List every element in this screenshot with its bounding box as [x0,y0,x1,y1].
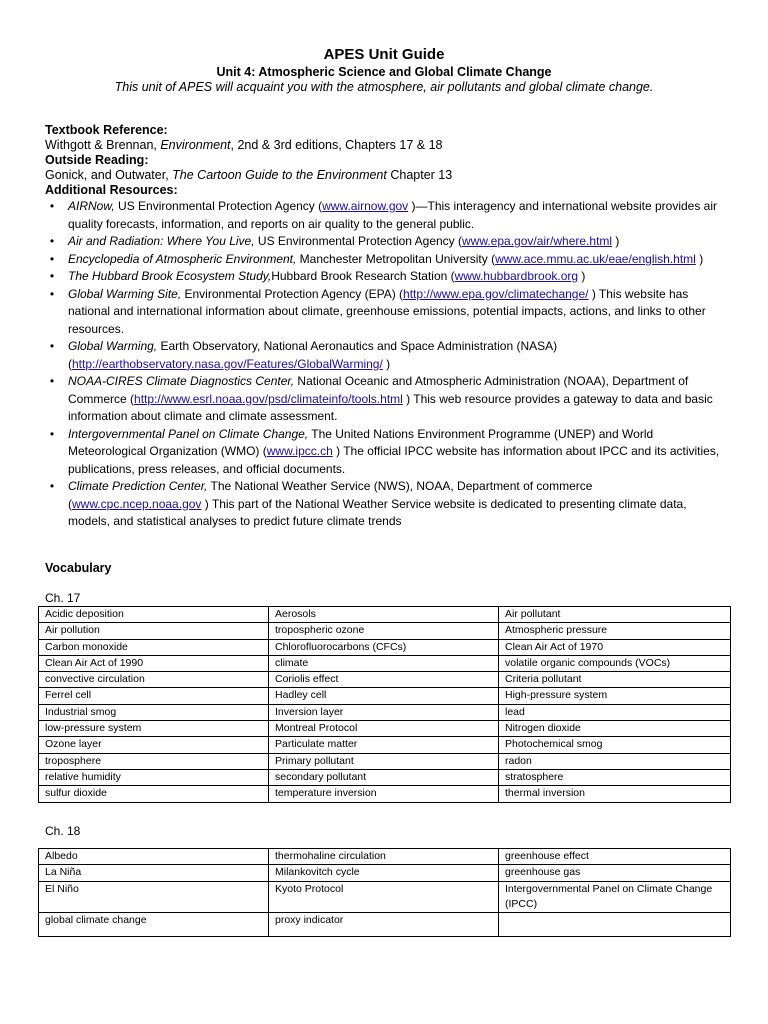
resource-org: Manchester Metropolitan University ( [296,251,496,266]
bullet-icon: • [49,479,55,493]
resource-link[interactable]: www.ipcc.ch [266,444,333,458]
resource-org: Earth Observatory, National Aeronautics and Space Administration (NASA) ( [68,339,558,371]
table-row [39,786,731,802]
vocab-term: Primary pollutant [269,753,499,769]
table-row [39,753,731,769]
chapter-18-label: Ch. 18 [45,824,81,838]
vocab-term: radon [499,753,731,769]
vocab-term: Air pollutant [499,607,731,623]
resources-list [45,198,725,531]
table-row [39,721,731,737]
vocabulary-heading: Vocabulary [45,561,112,575]
table-row [39,688,731,704]
references-section [45,123,725,198]
resource-title: Climate Prediction Center, [68,479,208,493]
bullet-icon: • [49,374,55,388]
vocab-term: thermohaline circulation [269,849,499,865]
additional-resources-heading: Additional Resources: [45,183,178,197]
bullet-icon: • [49,234,55,248]
vocab-term: Milankovitch cycle [269,865,499,881]
resource-desc: ) This part of the National Weather Service website is dedicated to presenting climate data, models, and statistical analyses to predict future climate trends [68,496,687,528]
bullet-icon: • [49,199,55,213]
vocab-term: tropospheric ozone [269,623,499,639]
resource-org: The National Weather Service (NWS), NOAA, Department of commerce ( [68,479,593,511]
resource-item [45,198,725,233]
table-row [39,849,731,865]
vocab-term: Hadley cell [269,688,499,704]
vocab-term: Ozone layer [39,737,269,753]
resource-org: US Environmental Protection Agency ( [254,234,462,248]
resource-item [45,233,725,251]
table-row [39,655,731,671]
vocab-term: troposphere [39,753,269,769]
resource-link[interactable]: www.cpc.ncep.noaa.gov [72,496,202,511]
vocab-term: Clean Air Act of 1970 [499,639,731,655]
textbook-title: Environment [160,138,231,152]
vocab-term: Aerosols [269,607,499,623]
resource-title: Encyclopedia of Atmospheric Environment, [68,251,297,266]
outside-chapter: Chapter 13 [386,168,453,182]
resource-link[interactable]: http://www.epa.gov/climatechange/ [403,286,589,301]
resource-link[interactable]: http://www.esrl.noaa.gov/psd/climateinfo/tools.html [134,391,403,406]
vocab-term: Industrial smog [39,704,269,720]
vocab-term: stratosphere [499,769,731,785]
vocab-term: Albedo [39,849,269,865]
vocab-term: Criteria pollutant [499,672,731,688]
resource-title: Intergovernmental Panel on Climate Change, [68,426,309,441]
resource-title: AIRNow, [68,199,115,213]
vocab-term: Carbon monoxide [39,639,269,655]
vocab-term: temperature inversion [269,786,499,802]
vocab-term: proxy indicator [269,912,499,936]
outside-title: The Cartoon Guide to the Environment [172,168,387,182]
resource-item [45,373,725,426]
textbook-reference [45,138,725,153]
vocab-term: low-pressure system [39,721,269,737]
resource-item [45,478,725,531]
vocab-term: greenhouse effect [499,849,731,865]
table-row [39,881,731,912]
textbook-authors: Withgott & Brennan, [45,138,161,152]
bullet-icon: • [49,286,55,301]
vocab-term: La Niña [39,865,269,881]
vocab-term: Inversion layer [269,704,499,720]
vocab-term: thermal inversion [499,786,731,802]
table-row [39,912,731,936]
vocab-term: Photochemical smog [499,737,731,753]
vocab-term: Atmospheric pressure [499,623,731,639]
outside-reading-heading: Outside Reading: [45,153,149,167]
vocab-term: convective circulation [39,672,269,688]
resource-link[interactable]: www.hubbardbrook.org [454,269,579,283]
vocab-term: Clean Air Act of 1990 [39,655,269,671]
unit-intro: This unit of APES will acquaint you with the atmosphere, air pollutants and global climate change. [114,80,654,94]
vocab-term: High-pressure system [499,688,731,704]
vocab-term: greenhouse gas [499,865,731,881]
resource-link[interactable]: www.epa.gov/air/where.html [462,234,613,248]
resource-desc: ) [382,356,391,371]
resource-item [45,286,725,339]
resource-org: The United Nations Environment Programme (UNEP) and World Meteorological Organization (WMO) ( [68,426,654,458]
vocab-term: lead [499,704,731,720]
resource-link[interactable]: http://earthobservatory.nasa.gov/Features/GlobalWarming/ [72,356,383,371]
textbook-edition: , 2nd & 3rd editions, Chapters 17 & 18 [230,138,443,152]
vocab-term: relative humidity [39,769,269,785]
resource-org: Hubbard Brook Research Station ( [271,269,455,283]
bullet-icon: • [49,269,55,283]
vocab-term [499,912,731,936]
resource-org: Environmental Protection Agency (EPA) ( [181,286,404,301]
table-row [39,672,731,688]
outside-authors: Gonick, and Outwater, [45,168,173,182]
resource-item [45,268,725,286]
vocab-term: secondary pollutant [269,769,499,785]
resource-org: US Environmental Protection Agency ( [114,199,323,213]
vocab-term: Air pollution [39,623,269,639]
vocab-term: sulfur dioxide [39,786,269,802]
table-row [39,737,731,753]
vocab-term: Kyoto Protocol [269,881,499,912]
bullet-icon: • [49,251,55,266]
vocab-term: El Niño [39,881,269,912]
textbook-heading: Textbook Reference: [45,123,168,137]
table-row [39,607,731,623]
table-row [39,623,731,639]
unit-subtitle: Unit 4: Atmospheric Science and Global Climate Change [216,65,552,79]
resource-title: Air and Radiation: Where You Live, [68,234,255,248]
vocab-term: Acidic deposition [39,607,269,623]
outside-reading [45,168,725,183]
table-row [39,769,731,785]
resource-title: The Hubbard Brook Ecosystem Study, [68,269,272,283]
resource-desc: ) [578,269,586,283]
bullet-icon: • [49,426,55,441]
resource-desc: ) [695,251,704,266]
vocab-term: Intergovernmental Panel on Climate Change (IPCC) [499,881,731,912]
vocab-term: Montreal Protocol [269,721,499,737]
vocab-term: Chlorofluorocarbons (CFCs) [269,639,499,655]
vocab-term: Ferrel cell [39,688,269,704]
resource-title: NOAA-CIRES Climate Diagnostics Center, [68,374,295,388]
resource-desc: ) The official IPCC website has information about IPCC and its activities, publications, press releases, and official documents. [68,444,720,476]
resource-link[interactable]: www.ace.mmu.ac.uk/eae/english.html [495,251,696,266]
resource-item [45,338,725,373]
chapter-18-vocab-table [38,848,731,937]
resource-link[interactable]: www.airnow.gov [322,199,409,213]
resource-title: Global Warming Site, [68,286,182,301]
chapter-17-vocab-table [38,606,731,803]
vocab-term: climate [269,655,499,671]
resource-desc: ) This web resource provides a gateway to data and basic information about climate and climate assessment. [68,391,713,423]
resource-item [45,426,725,479]
resource-org: National Oceanic and Atmospheric Administration (NOAA), Department of Commerce ( [68,374,689,406]
table-row [39,865,731,881]
vocab-term: global climate change [39,912,269,936]
resource-desc: )—This interagency and international website provides air quality forecasts, information, and reports on air quality to the general public. [68,199,717,231]
resource-title: Global Warming, [68,339,158,353]
vocab-term: Particulate matter [269,737,499,753]
bullet-icon: • [49,339,55,353]
table-row [39,639,731,655]
resource-desc: ) [612,234,620,248]
page-title: APES Unit Guide [323,46,445,63]
resource-desc: ) This website has national and international information about climate, greenhouse emissions, potential impacts, actions, and links to other resources. [68,286,706,336]
chapter-17-label: Ch. 17 [45,591,81,605]
vocab-term: Coriolis effect [269,672,499,688]
vocab-term: Nitrogen dioxide [499,721,731,737]
vocab-term: volatile organic compounds (VOCs) [499,655,731,671]
table-row [39,704,731,720]
resource-item [45,251,725,269]
